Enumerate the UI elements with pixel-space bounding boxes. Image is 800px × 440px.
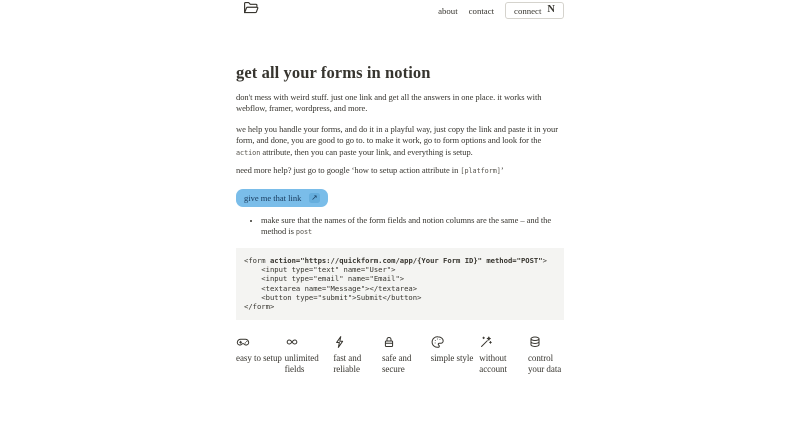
action-inline-code: action: [236, 148, 261, 157]
feature-control-data: [528, 335, 564, 376]
feature-label: without account: [479, 352, 507, 375]
howto-text-b: attribute, then you can paste your link, and everything is setup.: [260, 146, 473, 157]
main-nav: [438, 2, 564, 20]
code-line: <textarea name="Message"></textarea>: [244, 283, 418, 293]
intro-text: don't mess with weird stuff. just one link and get all the answers in one place. it works with webflow, framer, wordpress, and more.: [236, 92, 542, 114]
give-me-that-link-button[interactable]: [236, 189, 328, 207]
arrow-up-right-icon: ↗: [311, 193, 318, 203]
intro-paragraph: [236, 92, 564, 115]
gamepad-icon: [236, 335, 284, 350]
nav-contact[interactable]: contact: [468, 5, 495, 16]
feature-label: easy to setup: [236, 352, 282, 363]
howto-text-a: we help you handle your forms, and do it in a playful way, just copy the link and paste it in your form, and done, you are good to go to. to make it work, go to form options and look for the: [236, 123, 558, 146]
palette-icon: [431, 335, 479, 350]
help-text-b: ’: [500, 165, 504, 176]
feature-fast-reliable: [333, 335, 381, 376]
logo-link[interactable]: [243, 1, 259, 20]
connect-label: connect: [514, 5, 542, 16]
code-line: <input type="email" name="Email">: [244, 274, 405, 284]
feature-label: safe and secure: [381, 352, 412, 375]
lightning-icon: [333, 335, 381, 350]
help-text-a: need more help? just go to google ‘how to setup action attribute in: [236, 165, 461, 176]
database-icon: [528, 335, 564, 350]
howto-paragraph: [236, 124, 564, 159]
feature-safe-secure: [382, 335, 430, 376]
help-paragraph: [236, 165, 564, 177]
lock-icon: [382, 335, 430, 350]
infinity-icon: [285, 335, 333, 350]
feature-label: control your data: [527, 352, 562, 375]
code-line: <button type="submit">Submit</button>: [244, 292, 422, 302]
feature-label: unlimited fields: [284, 352, 319, 375]
page-container: [236, 0, 564, 376]
feature-without-account: [479, 335, 527, 376]
features-row: [236, 335, 564, 376]
note-text: make sure that the names of the form fields and notion columns are the same – and the method is: [261, 214, 552, 237]
code-line: </form>: [244, 302, 275, 312]
feature-label: simple style: [430, 352, 474, 363]
connect-notion-button[interactable]: [505, 2, 564, 20]
platform-inline-code: [platform]: [460, 167, 501, 176]
code-line: <input type="text" name="User">: [244, 265, 396, 275]
notion-logo-icon: N: [547, 4, 555, 16]
nav-about[interactable]: about: [438, 5, 458, 16]
note-item: [261, 215, 564, 239]
wand-icon: [479, 335, 527, 350]
notes-list: [236, 215, 564, 239]
open-folder-icon: [243, 1, 259, 20]
post-inline-code: post: [295, 228, 313, 237]
header: [236, 0, 564, 16]
feature-simple-style: [431, 335, 479, 376]
feature-label: fast and reliable: [333, 352, 362, 375]
cta-label: give me that link: [244, 193, 302, 204]
code-snippet-block: [236, 248, 564, 320]
page-title: get all your forms in notion: [236, 63, 431, 82]
feature-easy-setup: [236, 335, 284, 376]
code-line: <form action="https://quickform.com/app/{Your Form ID}" method="POST">: [244, 255, 547, 265]
feature-unlimited-fields: [285, 335, 333, 376]
